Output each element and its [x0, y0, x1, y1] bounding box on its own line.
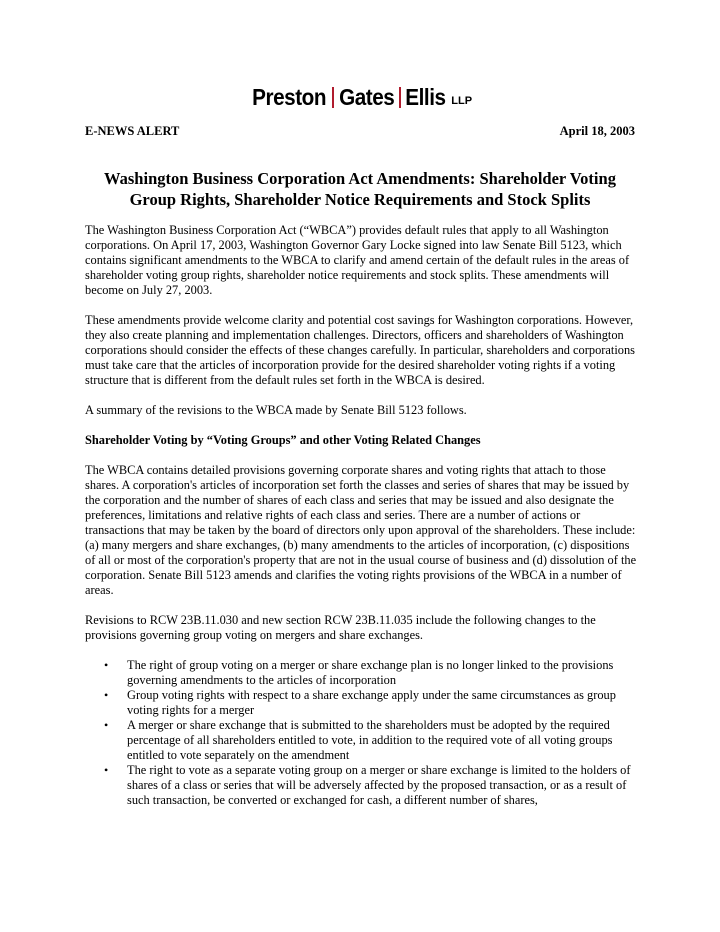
- bullet-icon: •: [104, 658, 109, 672]
- paragraph-intro: The Washington Business Corporation Act (“WBCA”) provides default rules that apply to all Washington corporations. On April 17, 2003, Washington Governor Gary Locke signed into law Senate Bill 5123, which contains significant amendments to the WBCA to clarify and amend certain of the default rules in the areas of shareholder voting group rights, shareholder notice requirements and stock splits. These amendments will become on July 27, 2003.: [85, 223, 630, 297]
- list-item: [85, 658, 637, 688]
- paragraph-clarity: These amendments provide welcome clarity and potential cost savings for Washington corporations. However, they also create planning and implementation challenges. Directors, officers and shareholders of Washington corporations should consider the effects of these changes carefully. In particular, shareholders and corporations must take care that the articles of incorporation provide for the desired shareholder voting rights if a voting structure that is different from the default rules set forth in the WBCA is desired.: [85, 313, 635, 387]
- list-item: [85, 688, 637, 718]
- paragraph-voting-groups: The WBCA contains detailed provisions governing corporate shares and voting rights that attach to those shares. A corporation's articles of incorporation set forth the classes and series of shares that may be issued by the corporation and the number of shares of each class and series that may be issued and also designate the preferences, limitations and relative rights of each class and series. There are a number of actions or transactions that may be taken by the board of directors only upon approval of the shareholders. These include: (a) many mergers and share exchanges, (b) many amendments to the articles of incorporation, (c) dispositions of all or most of the corporation's property that are not in the usual course of business and (d) dissolution of the corporation. Senate Bill 5123 amends and clarifies the voting rights provisions of the WBCA in a number of areas.: [85, 463, 637, 597]
- logo-word-gates: Gates: [339, 84, 395, 110]
- list-item: [85, 763, 637, 808]
- logo-separator: [332, 87, 334, 108]
- list-item: [85, 718, 637, 763]
- bullet-icon: •: [104, 763, 109, 777]
- firm-logo: [0, 84, 720, 111]
- list-item-text: A merger or share exchange that is submitted to the shareholders must be adopted by the required percentage of all shareholders entitled to vote, in addition to the required vote of all voting groups entitled to vote separately on the amendment: [127, 718, 613, 762]
- title-line-1: Washington Business Corporation Act Amendments: Shareholder Voting: [104, 169, 616, 188]
- logo-suffix: LLP: [451, 95, 473, 107]
- bullet-icon: •: [104, 688, 109, 702]
- section-heading: Shareholder Voting by “Voting Groups” and other Voting Related Changes: [85, 433, 481, 447]
- list-item-text: The right of group voting on a merger or share exchange plan is no longer linked to the provisions governing amendments to the articles of incorporation: [127, 658, 614, 687]
- alert-date: April 18, 2003: [559, 124, 635, 138]
- bullet-list: [85, 658, 637, 808]
- paragraph-revisions: Revisions to RCW 23B.11.030 and new section RCW 23B.11.035 include the following changes to the provisions governing group voting on mergers and share exchanges.: [85, 613, 596, 642]
- logo-separator: [399, 87, 401, 108]
- alert-header: [85, 124, 635, 140]
- logo-word-ellis: Ellis: [405, 84, 447, 110]
- document-body: [85, 223, 637, 808]
- list-item-text: The right to vote as a separate voting group on a merger or share exchange is limited to the holders of shares of a class or series that will be adversely affected by the proposed transaction, or as a result of such transaction, be converted or exchanged for cash, a different number of shares,: [127, 763, 631, 807]
- paragraph-summary: A summary of the revisions to the WBCA made by Senate Bill 5123 follows.: [85, 403, 467, 417]
- logo-word-preston: Preston: [252, 84, 326, 110]
- alert-label: E-NEWS ALERT: [85, 124, 180, 138]
- list-item-text: Group voting rights with respect to a share exchange apply under the same circumstances as group voting rights for a merger: [127, 688, 616, 717]
- bullet-icon: •: [104, 718, 109, 732]
- title-line-2: Group Rights, Shareholder Notice Requirements and Stock Splits: [129, 190, 591, 209]
- document-title: [85, 168, 635, 210]
